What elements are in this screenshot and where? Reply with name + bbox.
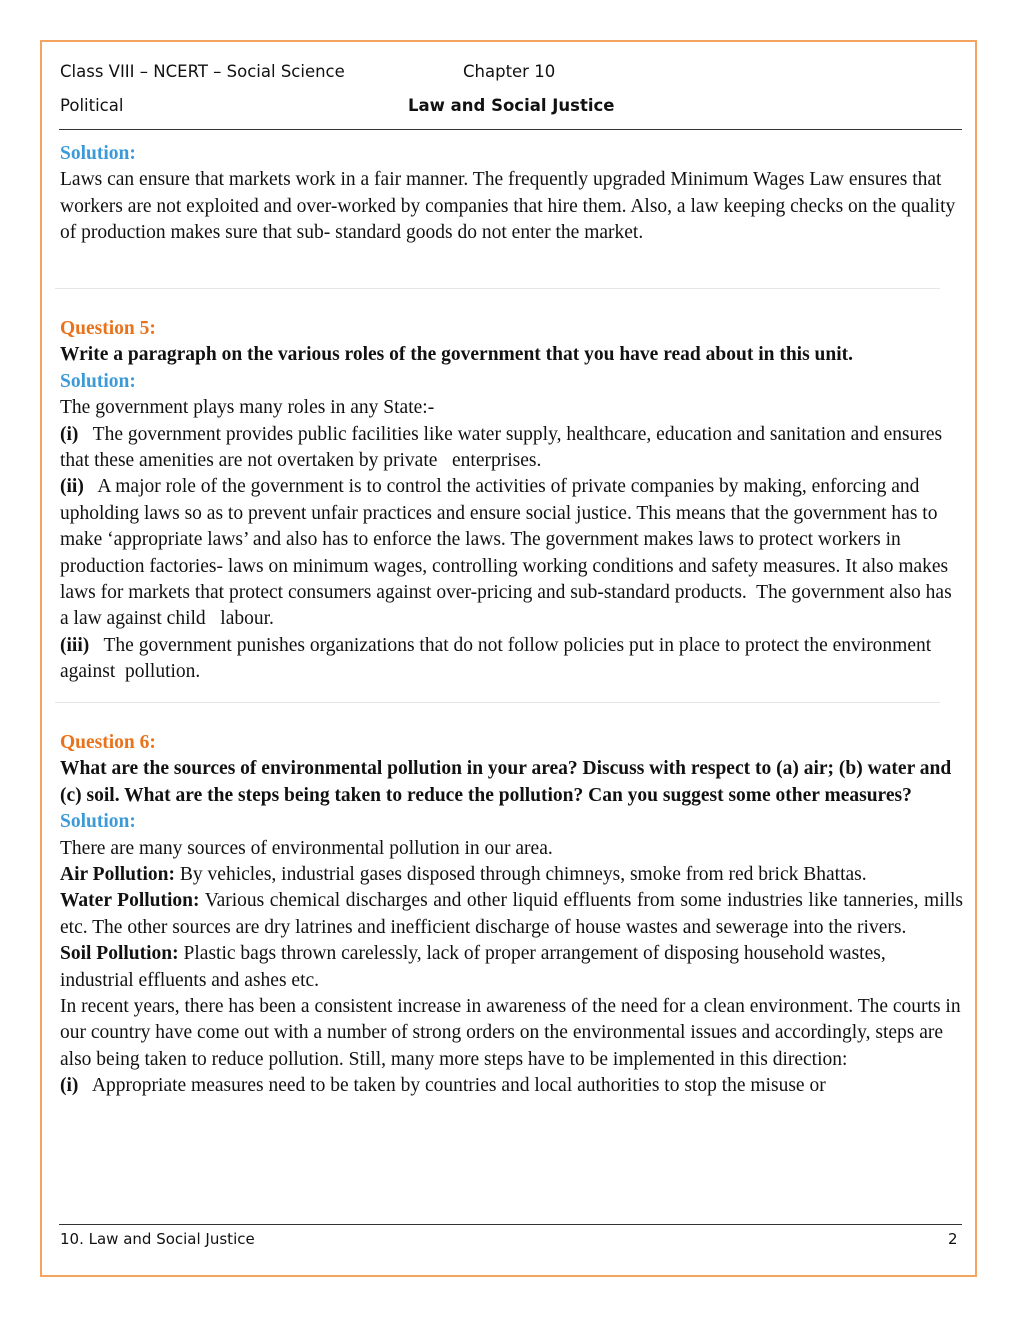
header-rule (59, 129, 962, 130)
soil-pollution-text: Plastic bags thrown carelessly, lack of proper arrangement of disposing household wastes, industrial effluents and ashes etc. (60, 943, 886, 991)
list-item (60, 633, 963, 686)
water-pollution-label: Water Pollution: (60, 890, 200, 912)
header-class-line: Class VIII – NCERT – Social Science (60, 62, 345, 81)
water-pollution-paragraph (60, 888, 963, 941)
section-divider (55, 288, 940, 289)
list-item-number: (i) (60, 423, 79, 445)
question-text: Write a paragraph on the various roles of the government that you have read about in this unit. (60, 344, 854, 366)
air-pollution-label: Air Pollution: (60, 864, 176, 886)
solution-intro: The government plays many roles in any State:- (60, 397, 435, 419)
solution-text: Laws can ensure that markets work in a fair manner. The frequently upgraded Minimum Wages Law ensures that workers are not exploited and over-worked by companies that hire them. Also, a law keeping checks on the quality of production makes sure that sub- standard goods do not enter the market. (60, 169, 956, 244)
page-number: 2 (948, 1230, 958, 1248)
question-text: What are the sources of environmental pollution in your area? Discuss with respect to (a) air; (b) water and (c) soil. What are the steps being taken to reduce the pollution? Can you suggest some other measures? (60, 758, 952, 806)
solution-label: Solution: (60, 370, 136, 392)
solution-label: Solution: (60, 811, 136, 833)
footer-title: 10. Law and Social Justice (60, 1230, 255, 1248)
solution-label: Solution: (60, 143, 136, 164)
list-item-number: (ii) (60, 476, 84, 498)
air-pollution-paragraph (60, 862, 963, 888)
footer-rule (59, 1224, 962, 1225)
soil-pollution-label: Soil Pollution: (60, 943, 179, 965)
list-item-text: A major role of the government is to control the activities of private companies by making, enforcing and upholding laws so as to prevent unfair practices and ensure social justice. This means that the government has to make ‘appropriate laws’ and also has to enforce the laws. The government makes laws to protect workers in production factories- laws on minimum wages, controlling working conditions and safety measures. It also makes laws for markets that protect consumers against over-pricing and sub-standard products. The government also has a law against child labour. (60, 476, 957, 630)
recent-paragraph: In recent years, there has been a consistent increase in awareness of the need for a clean environment. The courts in our country have come out with a number of strong orders on the environmental issues and accordingly, steps are also being taken to reduce pollution. Still, many more steps have to be implemented in this direction: (60, 996, 961, 1070)
list-item (60, 1073, 963, 1099)
list-item-text: Appropriate measures need to be taken by countries and local authorities to stop the misuse or (78, 1075, 826, 1097)
section-divider (55, 702, 940, 703)
air-pollution-text: By vehicles, industrial gases disposed through chimneys, smoke from red brick Bhattas. (175, 864, 867, 886)
list-item-text: The government punishes organizations that do not follow policies put in place to protect the environment against pollution. (60, 634, 937, 683)
list-item (60, 422, 963, 475)
solution-block-1 (60, 141, 963, 247)
list-item (60, 474, 963, 632)
list-item-text: The government provides public facilities like water supply, healthcare, education and sanitation and ensures that these amenities are not overtaken by private enterprises. (60, 423, 947, 472)
header-section: Political (60, 96, 124, 115)
soil-pollution-paragraph (60, 941, 963, 994)
header-chapter: Chapter 10 (463, 62, 556, 81)
question-5-block (60, 316, 963, 686)
question-6-block (60, 730, 963, 1100)
solution-intro: There are many sources of environmental pollution in our area. (60, 837, 553, 859)
question-label: Question 6: (60, 732, 156, 753)
list-item-number: (i) (60, 1075, 79, 1097)
water-pollution-text: Various chemical discharges and other liquid effluents from some industries like tanneries, mills etc. The other sources are dry latrines and inefficient discharge of house wastes and sewerage into the rivers. (60, 890, 964, 938)
list-item-number: (iii) (60, 634, 90, 656)
header-chapter-title: Law and Social Justice (408, 96, 615, 115)
question-label: Question 5: (60, 318, 156, 339)
